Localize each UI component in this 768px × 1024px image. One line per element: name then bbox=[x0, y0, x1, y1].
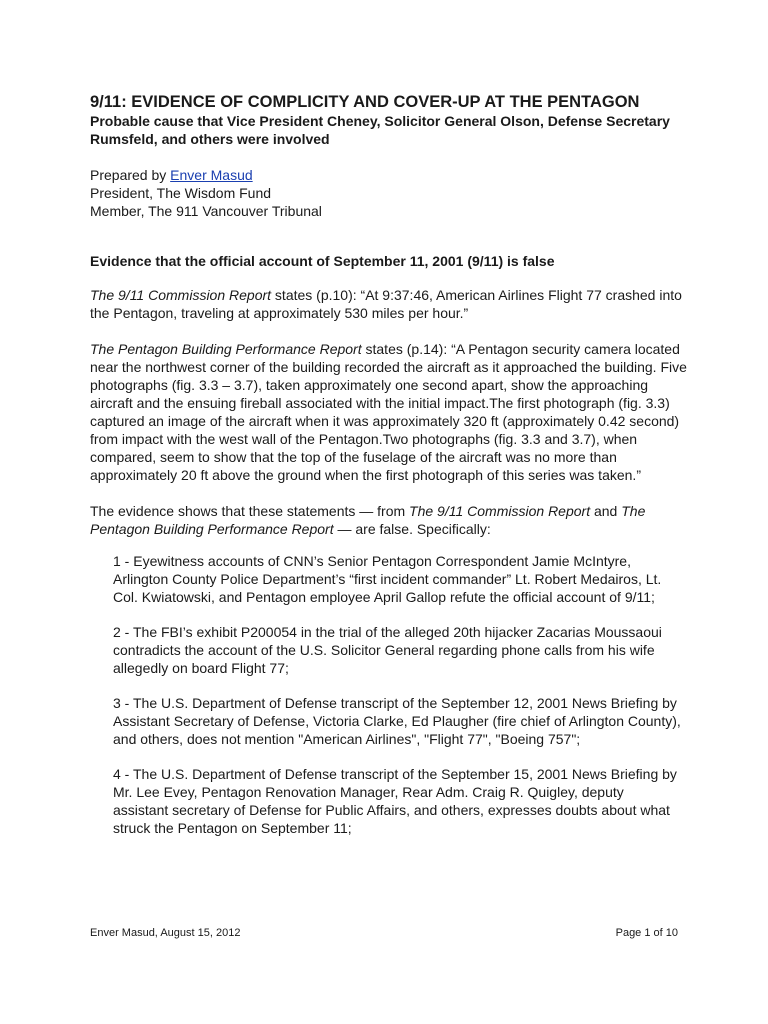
section-heading: Evidence that the official account of September 11, 2001 (9/11) is false bbox=[90, 253, 555, 269]
author-block bbox=[90, 166, 690, 220]
evidence-intro-source-a: The 9/11 Commission Report bbox=[409, 503, 591, 519]
author-title-tribunal: Member, The 911 Vancouver Tribunal bbox=[90, 203, 322, 219]
evidence-intro-text-b: and bbox=[590, 503, 622, 519]
evidence-list bbox=[90, 552, 690, 837]
author-title-wisdom-fund: President, The Wisdom Fund bbox=[90, 185, 272, 201]
evidence-intro-text-c: — are false. Specifically: bbox=[333, 521, 491, 537]
commission-report-text: states (p.10): “At 9:37:46, American Airlines Flight 77 crashed into the Pentagon, traveling at approximately 530 miles per hour.” bbox=[90, 287, 682, 321]
performance-report-title: The Pentagon Building Performance Report bbox=[90, 341, 362, 357]
list-item: 2 - The FBI’s exhibit P200054 in the trial of the alleged 20th hijacker Zacarias Moussaoui contradicts the account of the U.S. Solicitor General regarding phone calls from his wife allegedly on board Flight 77; bbox=[113, 624, 662, 676]
performance-report-quote bbox=[90, 340, 690, 484]
list-item: 3 - The U.S. Department of Defense transcript of the September 12, 2001 News Briefing by Assistant Secretary of Defense, Victoria Clarke, Ed Plaugher (fire chief of Arlington County), and others, does not mention "American Airlines", "Flight 77", "Boeing 757"; bbox=[113, 695, 681, 747]
list-item: 1 - Eyewitness accounts of CNN’s Senior Pentagon Correspondent Jamie McIntyre, Arlington County Police Department’s “first incident commander” Lt. Robert Medairos, Lt. Col. Kwiatowski, and Pentagon employee April Gallop refute the official account of 9/11; bbox=[113, 553, 662, 605]
performance-report-text: states (p.14): “A Pentagon security camera located near the northwest corner of the building recorded the aircraft as it approached the building. Five photographs (fig. 3.3 – 3.7), taken approximately one second apart, show the approaching aircraft and the ensuing fireball associated with the initial impact.The first photograph (fig. 3.3) captured an image of the aircraft when it was approximately 320 ft (approximately 0.42 second) from impact with the west wall of the Pentagon.Two photographs (fig. 3.3 and 3.7), when compared, seem to show that the top of the fuselage of the aircraft was no more than approximately 20 ft above the ground when the first photograph of this series was taken.” bbox=[90, 341, 687, 483]
footer-page-number: Page 1 of 10 bbox=[615, 927, 678, 939]
footer-author-date: Enver Masud, August 15, 2012 bbox=[90, 927, 241, 939]
prepared-by-line bbox=[90, 166, 690, 184]
evidence-intro-source-b: The Pentagon Building Performance Report bbox=[90, 503, 646, 537]
document-title: 9/11: EVIDENCE OF COMPLICITY AND COVER-UP AT THE PENTAGON bbox=[90, 93, 640, 111]
evidence-intro bbox=[90, 502, 690, 538]
prepared-by-label: Prepared by bbox=[90, 167, 171, 183]
list-item: 4 - The U.S. Department of Defense transcript of the September 15, 2001 News Briefing by Mr. Lee Evey, Pentagon Renovation Manager, Rear Adm. Craig R. Quigley, deputy assistant secretary of Defense for Public Affairs, and others, expresses doubts about what struck the Pentagon on September 11; bbox=[113, 766, 677, 836]
author-link[interactable]: Enver Masud bbox=[170, 167, 253, 183]
evidence-intro-text-a: The evidence shows that these statements — from bbox=[90, 503, 410, 519]
commission-report-quote bbox=[90, 286, 690, 322]
commission-report-title: The 9/11 Commission Report bbox=[90, 287, 272, 303]
document-page bbox=[90, 92, 690, 854]
document-subtitle: Probable cause that Vice President Cheney, Solicitor General Olson, Defense Secretary Rumsfeld, and others were involved bbox=[90, 113, 670, 147]
